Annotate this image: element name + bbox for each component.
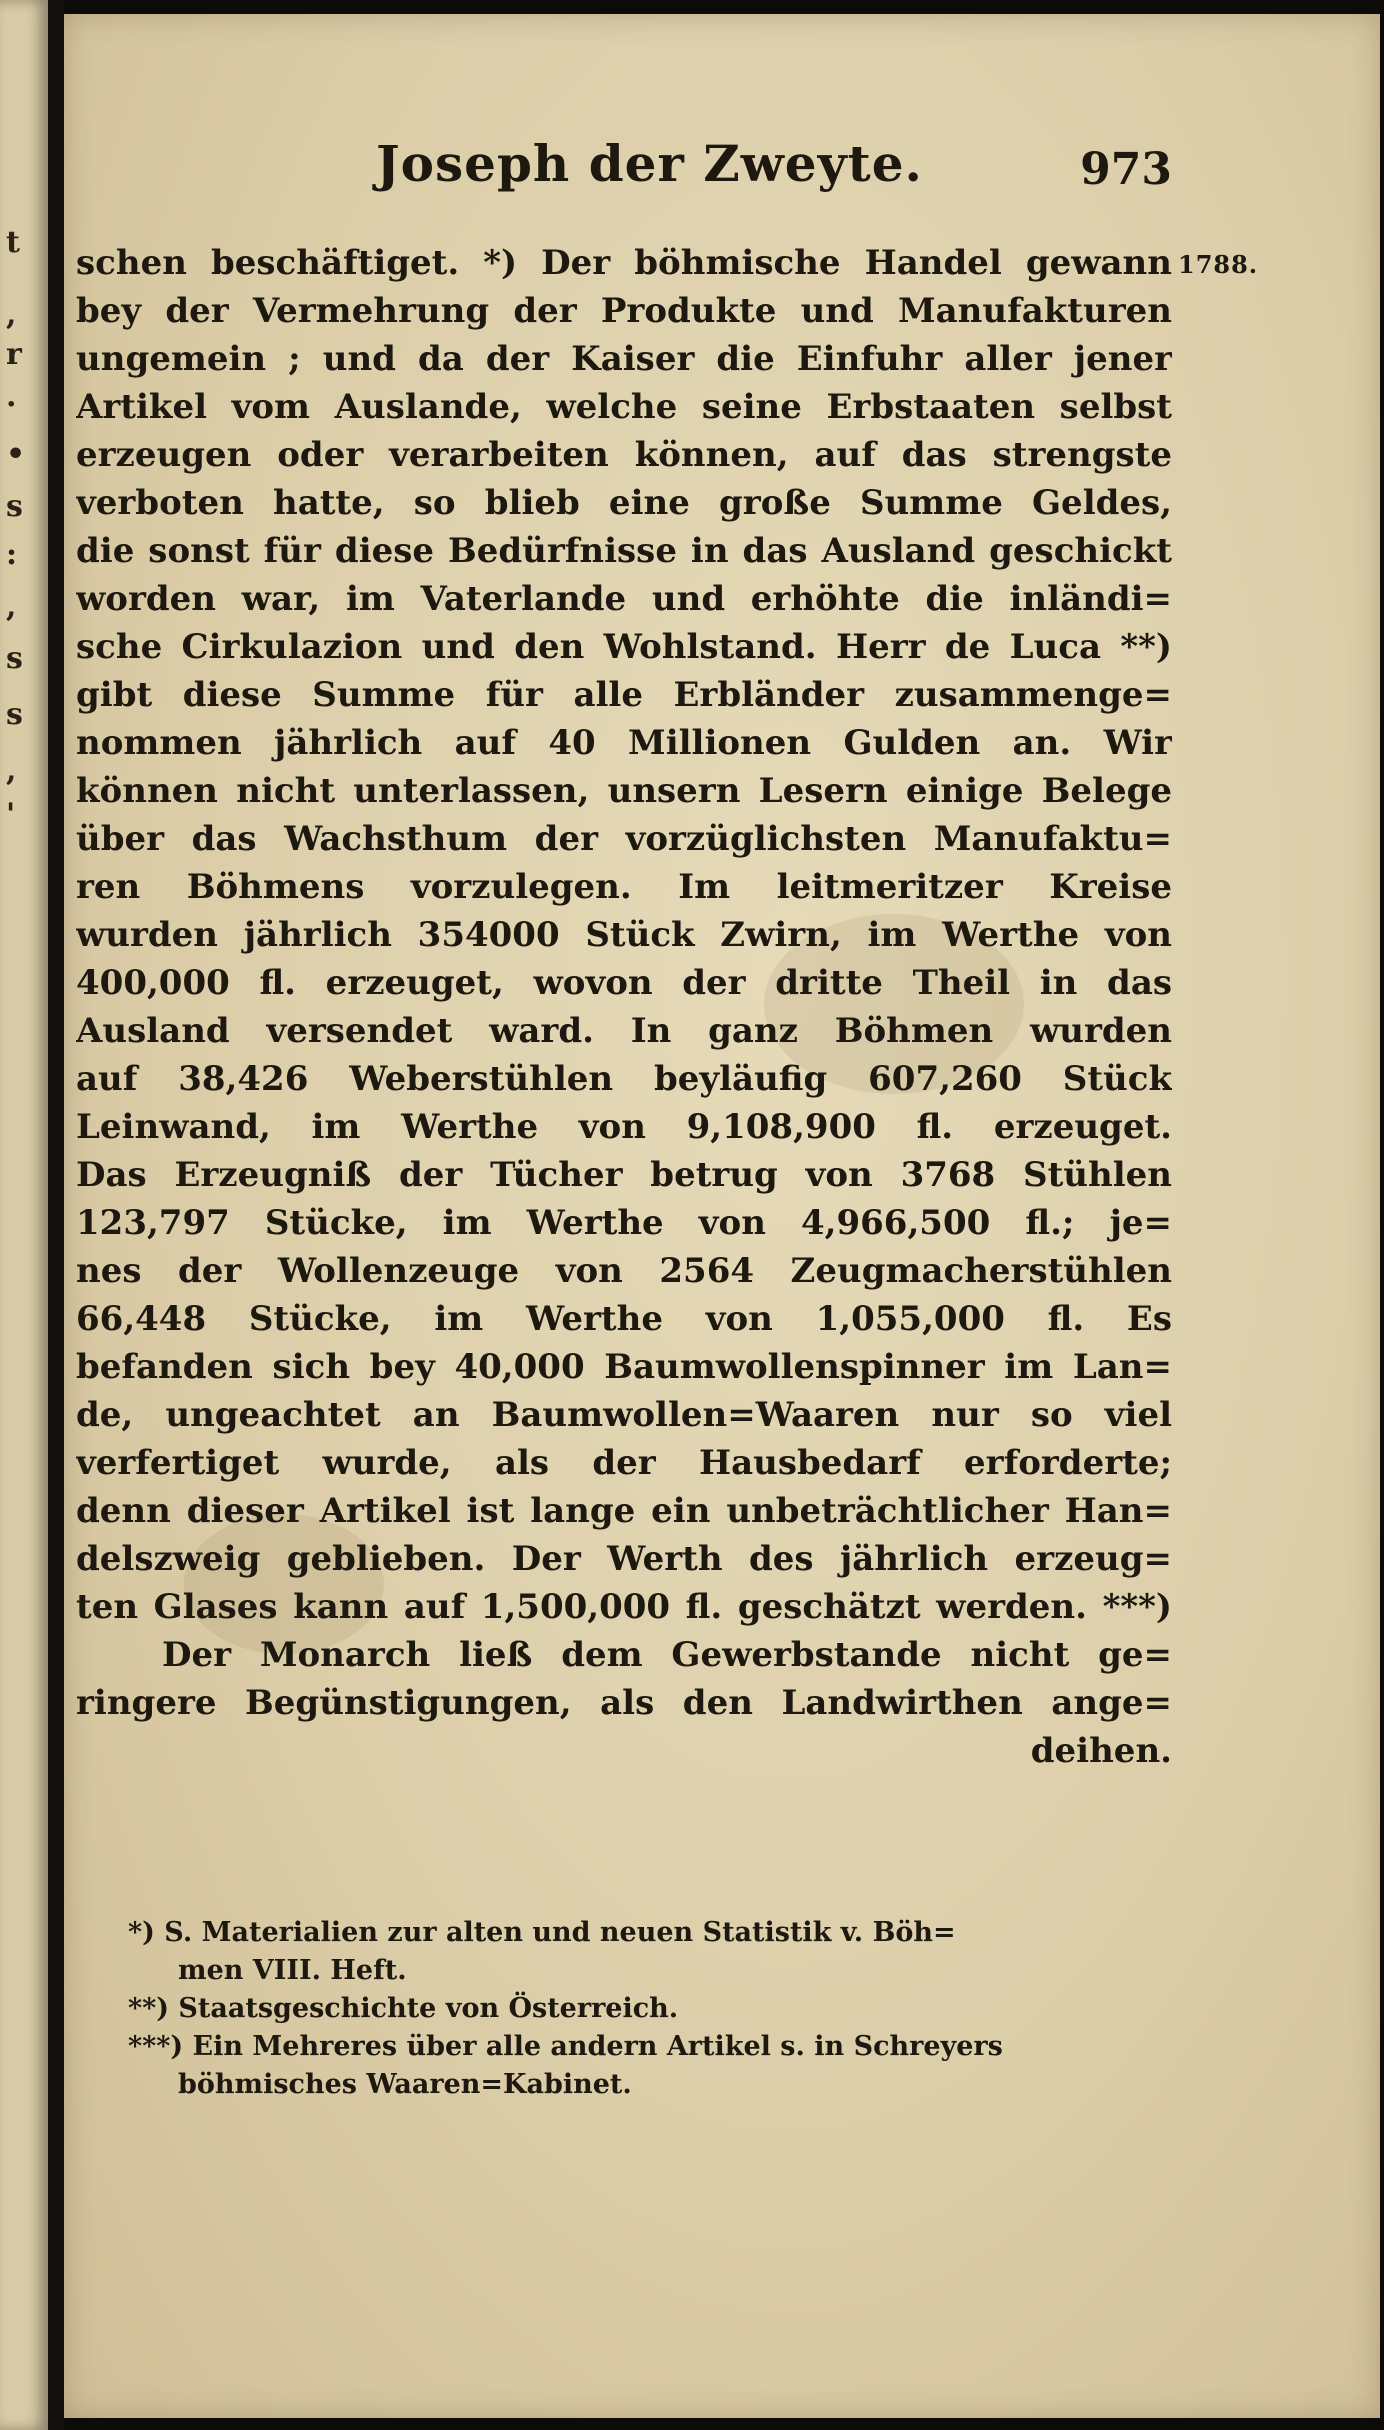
prev-page-char: , (6, 297, 17, 332)
text-line: Ausland versendet ward. In ganz Böhmen wurden (76, 1011, 1172, 1051)
text-line: Das Erzeugniß der Tücher betrug von 3768 Stühlen (76, 1155, 1172, 1195)
text-line: sche Cirkulazion und den Wohlstand. Herr de Luca **) (76, 627, 1172, 667)
footnote: ***) Ein Mehreres über alle andern Artikel s. in Schreyers (128, 2031, 1003, 2062)
text-line: ringere Begünstigungen, als den Landwirthen ange= (76, 1683, 1172, 1723)
prev-page-char: , (6, 753, 17, 788)
text-line: wurden jährlich 354000 Stück Zwirn, im Werthe von (76, 915, 1172, 955)
prev-page-char: s (6, 641, 23, 676)
text-line: gibt diese Summe für alle Erbländer zusammenge= (76, 675, 1172, 715)
text-line: ren Böhmens vorzulegen. Im leitmeritzer Kreise (76, 867, 1172, 907)
text-line: verfertiget wurde, als der Hausbedarf erforderte; (76, 1443, 1172, 1483)
text-line: 400,000 fl. erzeuget, wovon der dritte Theil in das (76, 963, 1172, 1003)
text-line: 123,797 Stücke, im Werthe von 4,966,500 fl.; je= (76, 1203, 1172, 1243)
footnote: **) Staatsgeschichte von Österreich. (128, 1993, 679, 2024)
text-line: de, ungeachtet an Baumwollen=Waaren nur so viel (76, 1395, 1172, 1435)
running-head: Joseph der Zweyte. (376, 134, 923, 193)
text-line: Leinwand, im Werthe von 9,108,900 fl. erzeuget. (76, 1107, 1172, 1147)
prev-page-char: , (6, 589, 17, 624)
text-line: worden war, im Vaterlande und erhöhte die inländi= (76, 579, 1172, 619)
prev-page-char: r (6, 337, 22, 372)
page-header (76, 134, 1172, 214)
prev-page-char: t (6, 225, 20, 260)
text-line: nommen jährlich auf 40 Millionen Gulden an. Wir (76, 723, 1172, 763)
text-line: befanden sich bey 40,000 Baumwollenspinner im Lan= (76, 1347, 1172, 1387)
page-number: 973 (1080, 144, 1172, 195)
text-line: erzeugen oder verarbeiten können, auf das strengste (76, 435, 1172, 475)
prev-page-char: s (6, 697, 23, 732)
footnote-continuation: men VIII. Heft. (178, 1955, 407, 1986)
text-line: Artikel vom Auslande, welche seine Erbstaaten selbst (76, 387, 1172, 427)
prev-page-char: : (6, 537, 18, 572)
text-line: die sonst für diese Bedürfnisse in das Ausland geschickt (76, 531, 1172, 571)
text-line: ungemein ; und da der Kaiser die Einfuhr aller jener (76, 339, 1172, 379)
margin-year: 1788. (1178, 250, 1259, 279)
prev-page-char: ' (6, 797, 16, 832)
text-line: bey der Vermehrung der Produkte und Manufakturen (76, 291, 1172, 331)
prev-page-char: • (6, 437, 26, 472)
text-line: Der Monarch ließ dem Gewerbstande nicht ge= (162, 1635, 1172, 1675)
text-line: deihen. (1030, 1731, 1172, 1771)
prev-page-char: s (6, 489, 23, 524)
book-page (64, 14, 1380, 2418)
text-line: denn dieser Artikel ist lange ein unbeträchtlicher Han= (76, 1491, 1172, 1531)
body-text (76, 239, 1172, 1775)
text-line: verboten hatte, so blieb eine große Summe Geldes, (76, 483, 1172, 523)
text-line: nes der Wollenzeuge von 2564 Zeugmacherstühlen (76, 1251, 1172, 1291)
text-line: auf 38,426 Weberstühlen beyläufig 607,260 Stück (76, 1059, 1172, 1099)
text-line: über das Wachsthum der vorzüglichsten Manufaktu= (76, 819, 1172, 859)
text-line: können nicht unterlassen, unsern Lesern einige Belege (76, 771, 1172, 811)
text-line: ten Glases kann auf 1,500,000 fl. geschätzt werden. ***) (76, 1587, 1172, 1627)
footnote-continuation: böhmisches Waaren=Kabinet. (178, 2069, 632, 2100)
text-line: delszweig geblieben. Der Werth des jährlich erzeug= (76, 1539, 1172, 1579)
book-gutter (48, 0, 64, 2430)
prev-page-char: · (6, 387, 17, 422)
text-line: schen beschäftiget. *) Der böhmische Handel gewann (76, 243, 1172, 283)
footnote: *) S. Materialien zur alten und neuen Statistik v. Böh= (128, 1917, 956, 1948)
footnotes (128, 1914, 1172, 2104)
text-line: 66,448 Stücke, im Werthe von 1,055,000 fl. Es (76, 1299, 1172, 1339)
previous-page-edge (0, 0, 48, 2430)
